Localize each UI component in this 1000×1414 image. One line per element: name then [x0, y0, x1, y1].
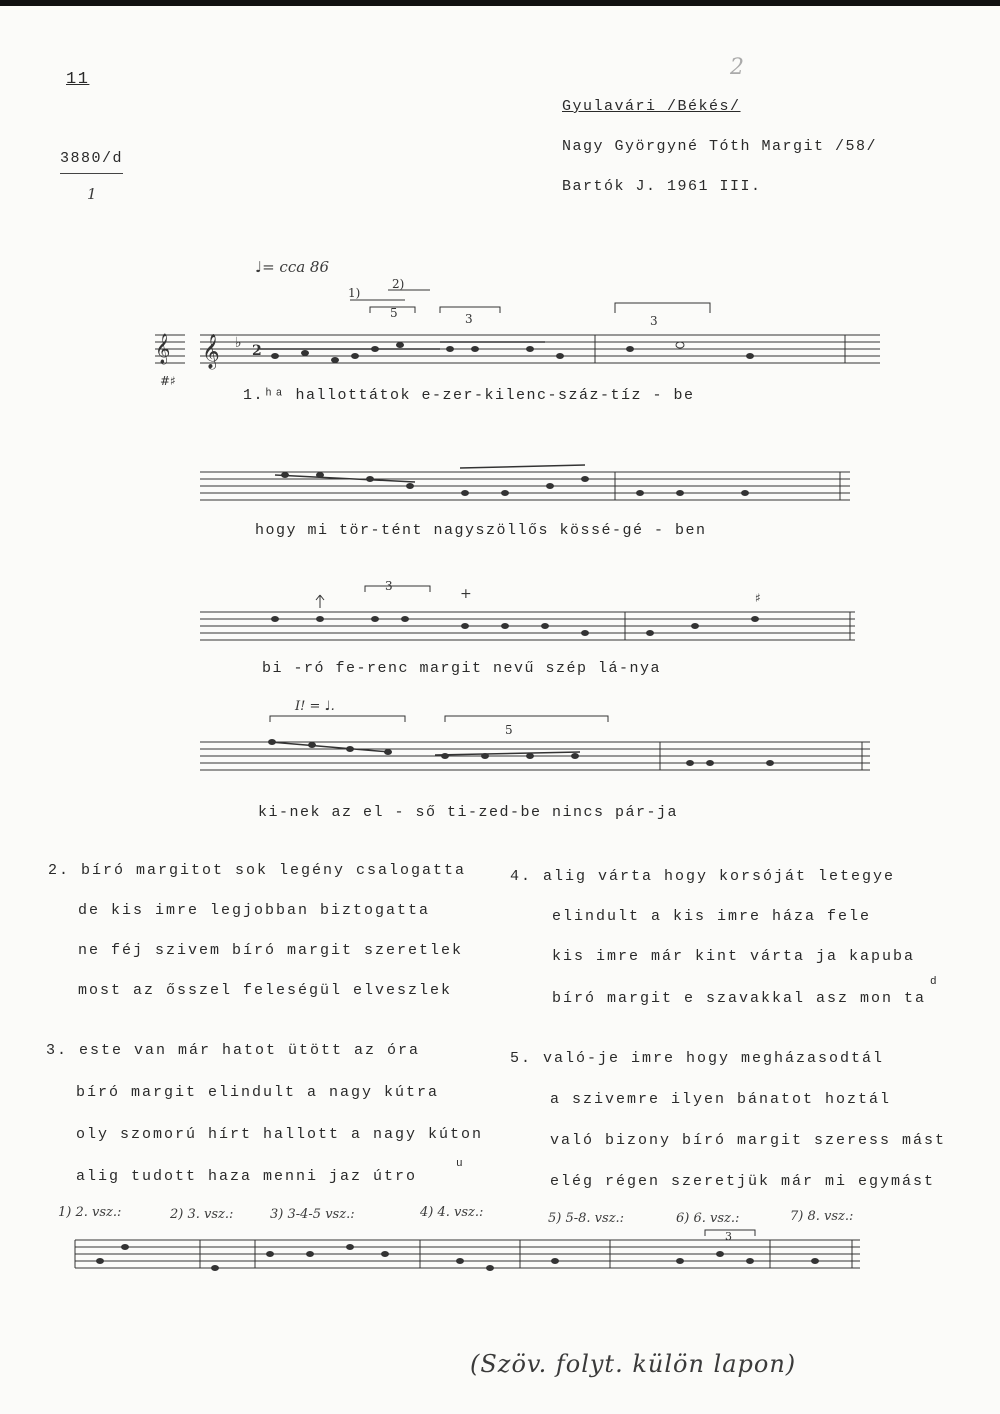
svg-text:2: 2 [252, 343, 262, 359]
variant-label-4: 4) 4. vsz.: [420, 1205, 484, 1220]
svg-text:𝄞: 𝄞 [155, 334, 171, 364]
tuplet-5: 5 [390, 306, 398, 320]
variant-ref-2: 2) [392, 277, 405, 291]
stanza-line: kis imre már kint várta ja kapuba [552, 948, 916, 965]
stanza-line: most az ősszel feleségül elveszlek [78, 982, 453, 999]
tempo-change-mark: I! = ♩. [295, 699, 335, 714]
singer-line: Nagy Györgyné Tóth Margit /58/ [562, 138, 878, 155]
tuplet-3-system3: 3 [385, 579, 393, 593]
svg-text:♯: ♯ [755, 591, 761, 605]
stanza-line: elindult a kis imre háza fele [552, 908, 872, 925]
svg-text:#♯: #♯ [160, 374, 176, 388]
tuplet-5-system4: 5 [505, 723, 513, 737]
place-line: Gyulavári /Békés/ [562, 98, 741, 115]
stanza-line: 2. bíró margitot sok legény csalogatta [48, 862, 467, 879]
collector-line: Bartók J. 1961 III. [562, 178, 762, 195]
stanza-line: elég régen szeretjük már mi egymást [550, 1173, 936, 1190]
variant-label-7: 7) 8. vsz.: [790, 1209, 854, 1224]
stanza-line: bíró margit e szavakkal asz mon ta [552, 990, 927, 1007]
music-system-3 [200, 580, 880, 660]
variants-staff [70, 1228, 870, 1288]
music-system-4 [200, 690, 880, 795]
page-number: 11 [66, 70, 90, 89]
stanza-line: való bizony bíró margit szeress mást [550, 1132, 947, 1149]
scan-edge [0, 0, 1000, 6]
variant-ref-1: 1) [348, 286, 361, 300]
variant-label-1: 1) 2. vsz.: [58, 1205, 122, 1220]
tempo-mark: ♩= cca 86 [255, 258, 330, 276]
stanza-line: a szivemre ilyen bánatot hoztál [550, 1091, 892, 1108]
lyrics-line-3: bi -ró fe-renc margit nevű szép lá-nya [262, 660, 662, 677]
lyrics-line-4: ki-nek az el - ső ti-zed-be nincs pár-ja [258, 804, 679, 821]
variant-label-6: 6) 6. vsz.: [676, 1211, 740, 1226]
footer-handwritten-note: (Szöv. folyt. külön lapon) [470, 1350, 797, 1378]
variant-label-3: 3) 3-4-5 vsz.: [270, 1207, 355, 1222]
svg-text:♭: ♭ [235, 335, 242, 351]
catalog-sub: 1 [87, 185, 99, 203]
music-system-1 [140, 277, 880, 388]
stanza-line: bíró margit elindult a nagy kútra [76, 1084, 440, 1101]
catalog-number: 3880/d [60, 150, 123, 174]
stanza-line: de kis imre legjobban biztogatta [78, 902, 431, 919]
stanza-line: 5. való-je imre hogy megházasodtál [510, 1050, 885, 1067]
stanza-line: ne féj szivem bíró margit szeretlek [78, 942, 464, 959]
handwritten-correction-d: d [930, 976, 939, 988]
lyrics-line-2: hogy mi tör-tént nagyszöllős kössé-gé - ben [255, 522, 707, 539]
variant-label-5: 5) 5-8. vsz.: [548, 1211, 625, 1226]
tuplet-3b: 3 [650, 314, 658, 328]
handwritten-correction-u: u [456, 1158, 465, 1170]
variant-triplet: 3 [725, 1230, 732, 1243]
variant-label-2: 2) 3. vsz.: [170, 1207, 234, 1222]
corner-pencil-mark: 2 [730, 55, 746, 80]
stanza-line: oly szomorú hírt hallott a nagy kúton [76, 1126, 484, 1143]
stanza-line: 3. este van már hatot ütött az óra [46, 1042, 421, 1059]
stanza-line: alig tudott haza menni jaz útro [76, 1168, 418, 1185]
lyrics-line-1: 1.ʰᵃ hallottátok e-zer-kilenc-száz-tíz - be [243, 387, 695, 404]
music-system-2 [200, 460, 880, 520]
tuplet-3: 3 [465, 312, 473, 326]
svg-text:𝄞: 𝄞 [202, 334, 220, 369]
pitch-raise-mark: + [460, 586, 472, 602]
stanza-line: 4. alig várta hogy korsóját letegye [510, 868, 896, 885]
